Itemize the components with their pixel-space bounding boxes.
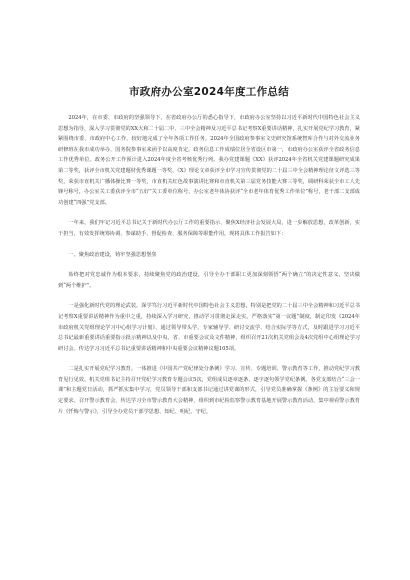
section-heading: 一、聚焦政治建设，铸牢坚强思想堡垒 <box>68 251 157 258</box>
document-title: 市政府办公室2024年度工作总结 <box>128 86 290 98</box>
paragraph-loyalty: 始终把对党忠诚作为根本要求，持续聚焦党的政治建设，引导全办干部职工更加深刻领悟“两个确立”的决定性意义，坚决做到“两个维护”。 <box>58 272 360 289</box>
paragraph-intro: 一年来，我们牢记习近平总书记关于新时代办公厅工作的重要指示，聚焦X经济社会发展大局，进一步解放思想，改革创新，实干担当，有效发挥统筹协调、参谋助手、督促检查、服务保障等职能作用，现将具体工作报告如下： <box>58 220 360 237</box>
paragraph-discipline-education: 二是扎实开展党纪学习教育。一体推进《中国共产党纪律处分条例》学习、宣传、专题培训、警示教育等工作，推动党纪学习教育见行见效。机关党组书记主持召开党纪学习教育专题会议5次，党组成员逐章逐条、逐字逐句领学党纪条例。各党支部结合“三会一课”和主题党日活动，抓严抓实集中学习，党员领导干部和支部书记通过讲党课的形式，引导党员准确掌握《条例》的主旨要义和规定要求。召开警示教育会，传达学习全市警示教育大会精神，组织到市纪检监察警示教育基地开展警示教育活动，集中观看警示教育片《忏悔与警示》，引导全办党员干部学思想、知纪、明纪、守纪。 <box>58 366 360 415</box>
paragraph-theory-study: 一是强化新时代党的理论武装。深学笃行习近平新时代中国特色社会主义思想，特别是把党的二十届三中全会精神和习近平总书记考察X重要讲话精神作为重中之重，持续深入学习研究，推动学习贯彻走深走实。严格落实“第一议题”制度，制定印发《2024年市政府机关党组理论学习中心组学习计划》，通过领导带头学、专家辅导学、研讨交流学、结合实际学等方式，及时跟进学习习近平总书记最新重要讲话重要指示批示精神以及中央、省、市重要会议及文件精神，组织召开21次机关党组会及4次党组中心组理论学习研讨会。传达学习习近平总书记重要讲话精神和中央重要会议精神议题105项。 <box>58 303 360 352</box>
paragraph-overview: 2024年，在市委、市政府的坚强领导下，在省政府办公厅的悉心指导下，市政府办公室坚持以习近平新时代中国特色社会主义思想为指导，深入学习贯彻党的XX大和二十届二中、三中全会精神及习近平总书记考察X重要讲话精神，扎实开展党纪学习教育，紧紧围绕市委、市政府中心工作，较好地完成了全年各项工作任务。2024年全国政府参事室文史研究馆系统智库合作与对外交流业务研修班在我市成功举办，国务院参事室来函予以高度肯定。政务信息工作成绩位居全省设区市第一，市政府办公室获评全省政务信息工作优秀单位。政务公开工作预计进入2024年度全省考核优秀行列。我办党建课题《XX》获评2024年全省机关党建课题研究成果第二等奖，获评全市机关党建题材优秀课题一等奖，《X》理论文章获评全市学习宣传贯彻党的二十届三中全会精神理论征文评选三等奖，荣获市直机关广播体操比赛一等奖，市直机关红色故事演讲比赛和市直机关第三届党务技能大赛三等奖，调研科荣获全市工人先锋号称号，办公室关工委获评全市“五好”关工委单位称号，办公室老年体协获评“全市老年体育优秀工作单位”称号，老干部二支部成功创建“四强”党支部。 <box>58 115 360 206</box>
